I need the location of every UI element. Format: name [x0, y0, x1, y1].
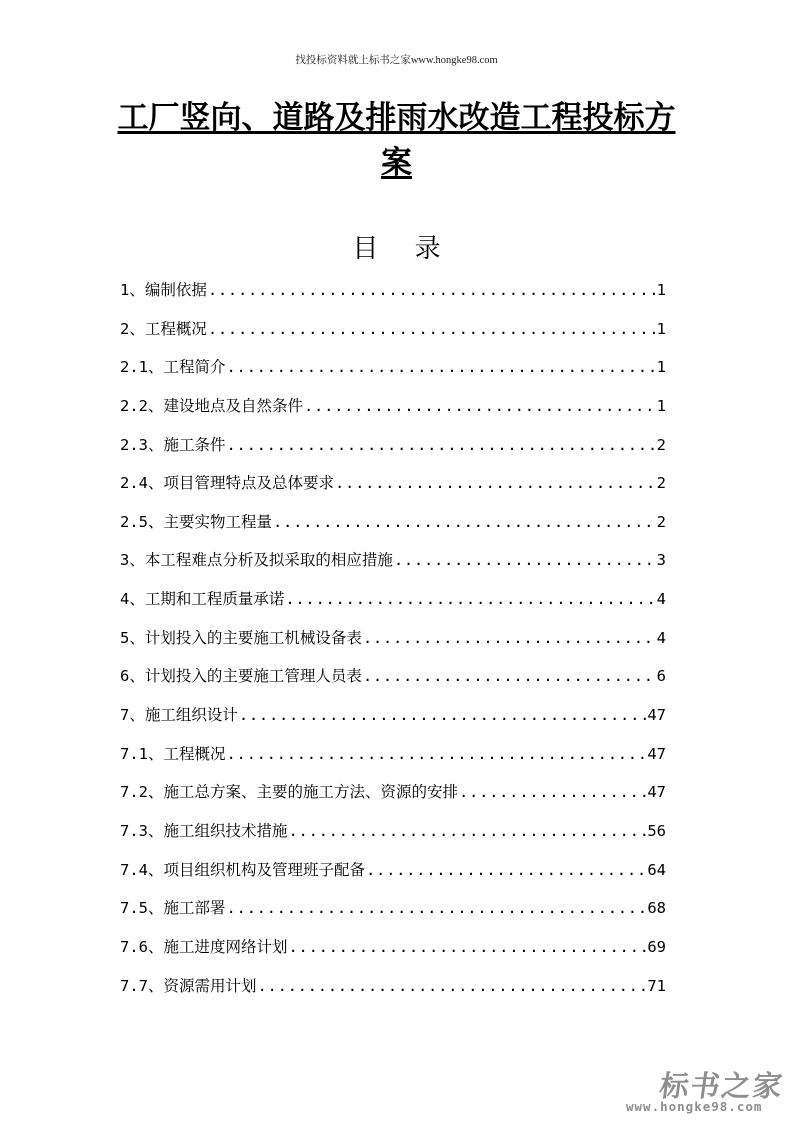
toc-entry-page: 4 [656, 590, 666, 609]
toc-entry[interactable] [120, 580, 666, 619]
toc-entry[interactable] [120, 773, 666, 812]
toc-leader-dots [289, 812, 647, 851]
toc-entry-page: 2 [656, 435, 666, 454]
toc-leader-dots [366, 851, 646, 890]
toc-entry-label: 2.2、建设地点及自然条件 [120, 396, 303, 415]
toc-entry-label: 7.4、项目组织机构及管理班子配备 [120, 860, 365, 879]
toc-entry[interactable] [120, 271, 666, 310]
toc-entry-page: 1 [656, 396, 666, 415]
toc-entry-page: 1 [656, 281, 666, 299]
page-header-text: 找投标资料就上标书之家www.hongke98.com [295, 55, 498, 66]
toc-entry-label: 2、工程概况 [120, 319, 207, 338]
toc-entry[interactable] [120, 657, 666, 696]
toc-leader-dots [394, 541, 656, 580]
toc-entry-label: 7.7、资源需用计划 [120, 976, 257, 995]
table-of-contents [120, 271, 666, 1005]
toc-entry-page: 1 [656, 358, 666, 377]
toc-entry-label: 7、施工组织设计 [120, 706, 238, 725]
toc-entry-label: 1、编制依据 [120, 281, 207, 299]
toc-entry-page: 68 [647, 899, 666, 918]
toc-leader-dots [208, 271, 656, 310]
toc-entry[interactable] [120, 426, 666, 465]
toc-entry-page: 2 [656, 474, 666, 493]
toc-entry-label: 7.6、施工进度网络计划 [120, 937, 288, 956]
toc-entry-label: 7.1、工程概况 [120, 744, 226, 763]
toc-entry-page: 47 [647, 783, 666, 802]
toc-entry-label: 7.2、施工总方案、主要的施工方法、资源的安排 [120, 783, 458, 802]
toc-leader-dots [335, 464, 656, 503]
toc-leader-dots [227, 426, 656, 465]
toc-entry-label: 4、工期和工程质量承诺 [120, 590, 285, 609]
toc-entry-page: 2 [656, 512, 666, 531]
toc-entry[interactable] [120, 541, 666, 580]
toc-entry[interactable] [120, 348, 666, 387]
document-title: 工厂竖向、道路及排雨水改造工程投标方案 [117, 100, 676, 181]
toc-entry-page: 1 [656, 319, 666, 338]
toc-leader-dots [289, 928, 647, 967]
toc-entry[interactable] [120, 464, 666, 503]
toc-entry-page: 64 [647, 860, 666, 879]
toc-leader-dots [239, 696, 646, 735]
toc-entry[interactable] [120, 696, 666, 735]
toc-entry[interactable] [120, 812, 666, 851]
toc-entry[interactable] [120, 889, 666, 928]
toc-entry-label: 3、本工程难点分析及拟采取的相应措施 [120, 551, 393, 570]
toc-entry-page: 71 [647, 976, 666, 995]
footer-logo [622, 1058, 790, 1118]
toc-entry[interactable] [120, 503, 666, 542]
toc-entry-label: 7.5、施工部署 [120, 899, 226, 918]
toc-leader-dots [208, 310, 656, 349]
toc-entry-label: 2.3、施工条件 [120, 435, 226, 454]
toc-leader-dots [227, 735, 647, 774]
toc-entry-label: 2.4、项目管理特点及总体要求 [120, 474, 334, 493]
toc-entry-page: 3 [656, 551, 666, 570]
toc-entry-label: 7.3、施工组织技术措施 [120, 821, 288, 840]
toc-leader-dots [459, 773, 646, 812]
toc-entry[interactable] [120, 387, 666, 426]
toc-entry-page: 4 [656, 628, 666, 647]
logo-mark: 标书之家 [657, 1069, 787, 1103]
toc-entry-page: 47 [647, 706, 666, 725]
toc-entry[interactable] [120, 928, 666, 967]
toc-entry-page: 69 [647, 937, 666, 956]
toc-leader-dots [304, 387, 656, 426]
logo-url: www.hongke98.com [626, 1099, 763, 1114]
toc-entry[interactable] [120, 851, 666, 890]
toc-leader-dots [258, 967, 647, 1006]
toc-leader-dots [227, 348, 656, 387]
toc-leader-dots [273, 503, 656, 542]
toc-entry[interactable] [120, 967, 666, 1006]
toc-leader-dots [285, 580, 655, 619]
toc-entry[interactable] [120, 310, 666, 349]
toc-entry-label: 2.1、工程简介 [120, 358, 226, 377]
toc-entry[interactable] [120, 619, 666, 658]
toc-entry-page: 47 [647, 744, 666, 763]
toc-entry-label: 5、计划投入的主要施工机械设备表 [120, 628, 362, 647]
toc-entry-label: 2.5、主要实物工程量 [120, 512, 272, 531]
toc-entry-label: 6、计划投入的主要施工管理人员表 [120, 667, 362, 686]
toc-leader-dots [363, 619, 656, 658]
toc-entry[interactable] [120, 735, 666, 774]
toc-leader-dots [227, 889, 647, 928]
toc-heading: 目 录 [352, 234, 455, 264]
toc-entry-page: 56 [647, 821, 666, 840]
toc-leader-dots [363, 657, 656, 696]
toc-entry-page: 6 [656, 667, 666, 686]
